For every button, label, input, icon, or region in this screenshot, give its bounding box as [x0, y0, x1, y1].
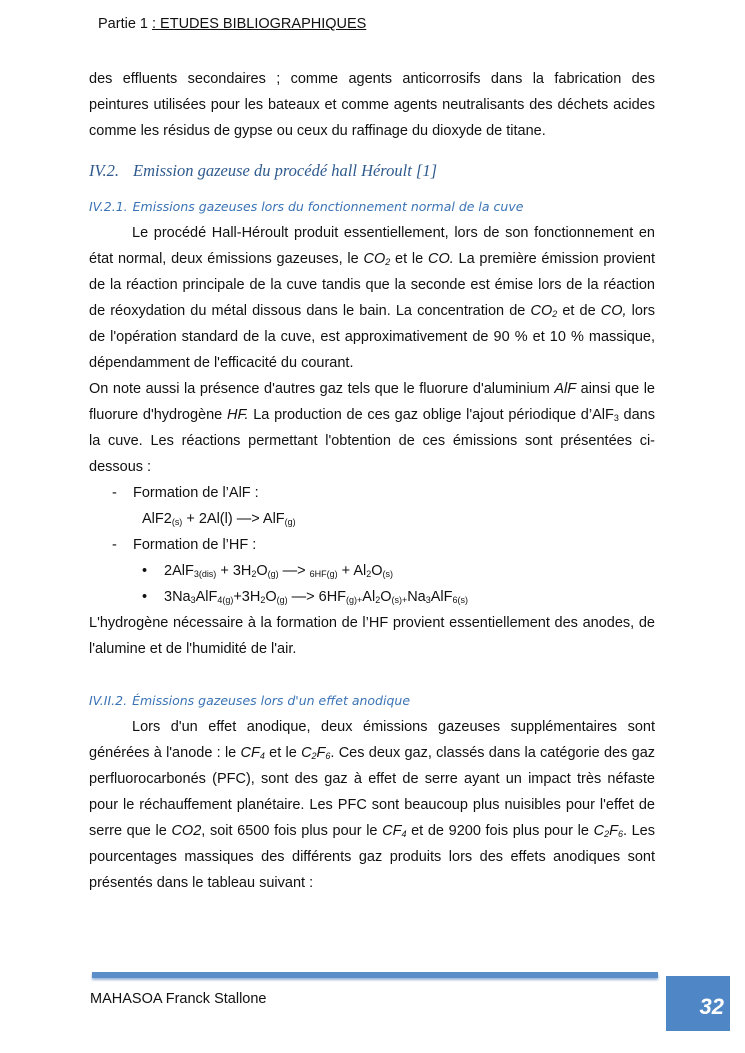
- equation-alf: $AlF2_{(s)} + 2Al(l)$ —> AlF$_{(g)}$: [142, 511, 296, 528]
- list-item: - Formation de l’HF :: [89, 532, 655, 558]
- header-prefix: Partie 1: [98, 16, 152, 32]
- paragraph-anode-effect: Lors d'un effet anodique, deux émissions gazeuses supplémentaires sont générées à l'anode : le $CF_4$ et le $C_2F_6$. Ces deux gaz, classés dans la catégorie des gaz perfluorocarbonés (PFC), sont des gaz à effet de serre ayant un impact très néfaste pour le réchauffement planétaire. Les PFC sont beaucoup plus nuisibles pour l'effet de serre que le CO2, soit 6500 fois plus pour le $CF_4$ et de 9200 fois plus pour le $C_2F_6$. Les pourcentages massiques des différents gaz produits lors des effets anodiques sont présentés dans le tableau suivant :: [89, 719, 656, 891]
- intro-paragraph: des effluents secondaires ; comme agents anticorrosifs dans la fabrication des peintures utilisées pour les bateaux et comme agents neutralisants des déchets acides comme les résidus de gypse ou ceux du raffinage du dioxyde de titane.: [89, 71, 655, 139]
- page-number-box: [666, 976, 730, 1031]
- dash-marker: -: [112, 537, 117, 553]
- footer-author: MAHASOA Franck Stallone: [90, 991, 267, 1007]
- section-heading: [89, 160, 655, 182]
- subsection-heading-1: [89, 194, 655, 220]
- dash-marker: -: [112, 485, 117, 501]
- bullet-icon: •: [142, 589, 148, 605]
- subsection-number: IV.II.2.: [89, 693, 128, 708]
- equation-hf-1: • $2AlF_{3(dis)} + 3H_2O_{(g)}$ —> $_{6HF(g)} + Al_2O_{(s)}$: [89, 558, 655, 584]
- section-title: Emission gazeuse du procédé hall Héroult [1]: [133, 161, 438, 180]
- paragraph-other-gases: On note aussi la présence d'autres gaz tels que le fluorure d'aluminium AlF ainsi que le fluorure d'hydrogène HF. La production de ces gaz oblige l'ajout périodique d’AlF$_3$ dans la cuve. Les réactions permettant l'obtention de ces émissions sont présentées ci-dessous :: [89, 381, 656, 475]
- page-number: 32: [699, 994, 724, 1019]
- section-number: IV.2.: [89, 161, 119, 180]
- subsection-title: Émissions gazeuses lors d'un effet anodique: [132, 693, 411, 708]
- list-item: - Formation de l’AlF :: [89, 480, 655, 506]
- paragraph-hydrogen: L'hydrogène nécessaire à la formation de l’HF provient essentiellement des anodes, de l'alumine et de l'humidité de l'air.: [89, 615, 655, 657]
- bullet-icon: •: [142, 563, 148, 579]
- equation-hf-2: • $3Na_3AlF_{4(g)}+3H_2O_{(g)}$ —> $6HF_{(g)+}Al_2O_{(s)+}Na_3AlF_{6(s)}$: [89, 584, 655, 610]
- header-title: : ETUDES BIBLIOGRAPHIQUES: [152, 16, 367, 32]
- subsection-number: IV.2.1.: [89, 199, 128, 214]
- footer-divider: [92, 972, 658, 978]
- subsection-title: Emissions gazeuses lors du fonctionnement normal de la cuve: [132, 199, 524, 214]
- document-body: [89, 66, 655, 896]
- page-header: [98, 16, 366, 32]
- paragraph-normal-emissions: Le procédé Hall-Héroult produit essentiellement, lors de son fonctionnement en état normal, deux émissions gazeuses, le $CO_2$ et le CO. La première émission provient de la réaction principale de la cuve tandis que la seconde est émise lors de la réaction de réoxydation du métal dissous dans le bain. La concentration de $CO_2$ et de CO, lors de l'opération standard de la cuve, est approximativement de 90 % et 10 % massique, dépendamment de l'efficacité du courant.: [89, 225, 656, 371]
- subsection-heading-2: [89, 688, 655, 714]
